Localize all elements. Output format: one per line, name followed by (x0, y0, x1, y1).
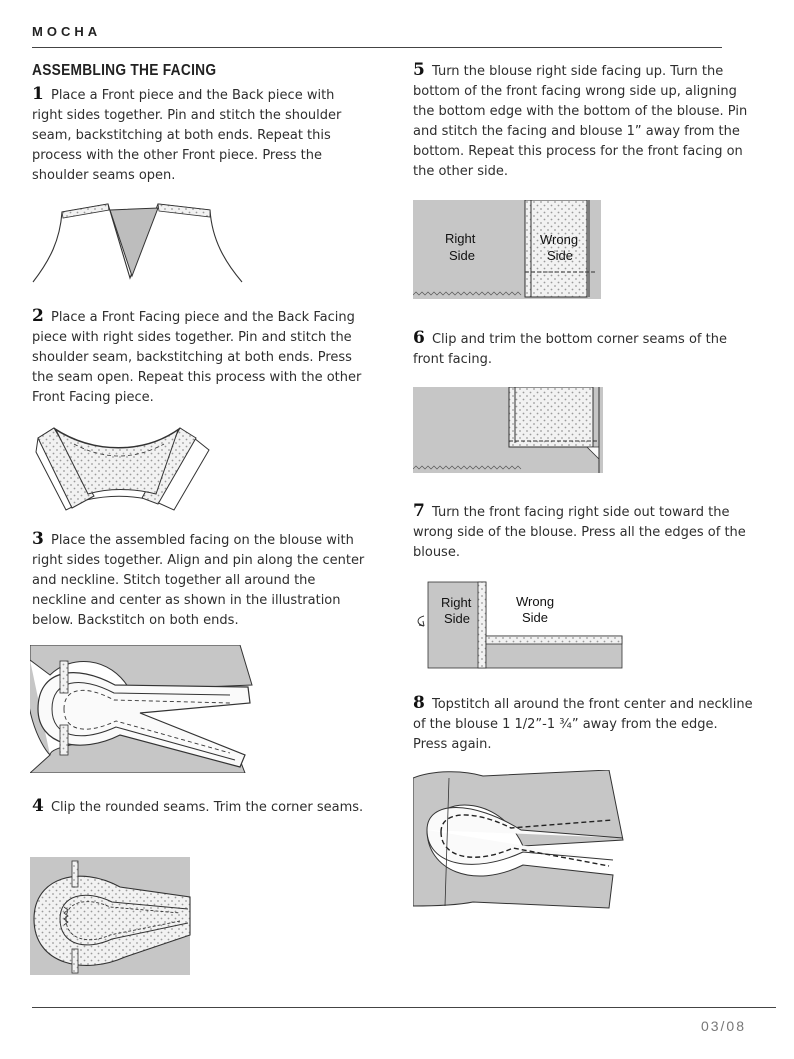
step-number: 7 (413, 501, 425, 521)
facing-on-blouse-illustration (30, 645, 255, 773)
step-number: 8 (413, 693, 425, 713)
step-number: 3 (32, 529, 44, 549)
right-side-label: Side (449, 248, 476, 263)
step-2 (32, 306, 367, 408)
bottom-facing-illustration (413, 200, 603, 300)
step-number: 5 (413, 60, 425, 80)
page-number: 03/08 (700, 1018, 746, 1034)
step-8 (413, 693, 753, 755)
wrong-side-label: Wrong (540, 232, 579, 247)
step-number: 2 (32, 306, 44, 326)
wrong-side-label: Side (522, 610, 549, 625)
brand-logo: MOCHA (32, 24, 102, 39)
step-number: 6 (413, 328, 425, 348)
step-7 (413, 501, 748, 563)
step-number: 1 (32, 84, 44, 104)
facing-shoulder-illustration (34, 420, 219, 515)
step-5 (413, 60, 748, 182)
wrong-side-label: Side (547, 248, 574, 263)
right-side-label: Right (441, 595, 472, 610)
step-text: Clip the rounded seams. Trim the corner seams. (50, 800, 364, 815)
topstitch-illustration (413, 770, 625, 910)
step-text: Place a Front piece and the Back piece with right sides together. Pin and stitch the shoulder seam, backstitching at both ends. Repeat this process with the other Front piece. Press the shoulder seams open. (32, 88, 342, 183)
step-text: Topstitch all around the front center and neckline of the blouse 1 1/2”-1 ¾” away from the edge. Press again. (413, 697, 753, 752)
section-title: ASSEMBLING THE FACING (32, 62, 217, 79)
step-4 (32, 796, 367, 818)
step-text: Turn the blouse right side facing up. Turn the bottom of the front facing wrong side up, aligning the bottom edge with the bottom of the blouse. Pin and stitch the facing and blouse 1” away from the bottom. Repeat this process for the front facing on the other side. (413, 64, 748, 179)
footer-divider (32, 1007, 776, 1008)
step-text: Place a Front Facing piece and the Back Facing piece with right sides together. Pin and stitch the shoulder seam, backstitching at both ends. Press the seam open. Repeat this process with the other Front Facing piece. (32, 310, 362, 405)
step-6 (413, 328, 748, 370)
header-divider (32, 47, 722, 48)
step-3 (32, 529, 367, 631)
step-1 (32, 84, 367, 186)
step-number: 4 (32, 796, 44, 816)
step-text: Clip and trim the bottom corner seams of the front facing. (413, 332, 727, 367)
wrong-side-label: Wrong (516, 594, 555, 609)
step-text: Place the assembled facing on the blouse with right sides together. Align and pin along the center and neckline. Stitch together all around the neckline and center as shown in the illustration below. Backstitch on both ends. (32, 533, 365, 628)
shoulder-seam-illustration (30, 200, 250, 290)
right-side-label: Side (444, 611, 471, 626)
turn-facing-illustration (410, 580, 624, 670)
step-text: Turn the front facing right side out toward the wrong side of the blouse. Press all the edges of the blouse. (413, 505, 746, 560)
clip-rounded-seams-illustration (30, 857, 192, 977)
clip-corner-illustration (413, 387, 605, 475)
right-side-label: Right (445, 231, 476, 246)
